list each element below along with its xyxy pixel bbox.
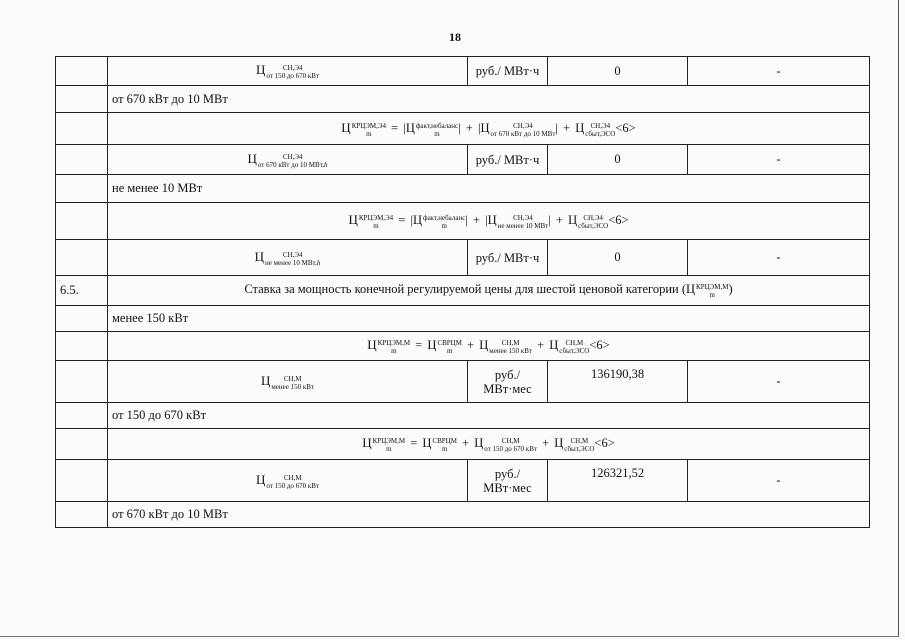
section-title: Ставка за мощность конечной регулируемой цены для шестой ценовой категории (Ц КРЦЭМ,М m ): [108, 276, 870, 306]
unit-cell: руб./ МВт·мес: [468, 460, 548, 502]
num-cell: [56, 306, 108, 332]
unit-cell: руб./ МВт·ч: [468, 145, 548, 175]
value-cell: 0: [548, 145, 688, 175]
symbol-cell: Ц СН,Э4 от 150 до 670 кВт: [108, 57, 468, 86]
dash-cell: -: [688, 361, 870, 403]
table-row: [56, 240, 870, 276]
range-label: от 150 до 670 кВт: [108, 403, 870, 429]
value-cell: 126321,52: [548, 460, 688, 502]
table-row: [56, 460, 870, 502]
dash-cell: -: [688, 145, 870, 175]
num-cell: [56, 403, 108, 429]
page-number: 18: [449, 30, 461, 44]
symbol-cell: Ц СН,М от 150 до 670 кВт: [108, 460, 468, 502]
table-row: [56, 332, 870, 361]
value-cell: 136190,38: [548, 361, 688, 403]
formula: Ц КРЦЭМ,Э4 m = |Ц факт,небаланс m | + |Ц СН,Э4 не менее 10 МВт | + Ц СН,Э4 сбыт,ЭСО <6>: [108, 203, 870, 240]
table-row: [56, 306, 870, 332]
table-row: [56, 276, 870, 306]
symbol-cell: Ц СН,Э4 от 670 кВт до 10 МВт,h: [108, 145, 468, 175]
num-cell: [56, 175, 108, 203]
dash-cell: -: [688, 240, 870, 276]
table-row: [56, 361, 870, 403]
formula: Ц КРЦЭМ,М m = Ц СВРЦМ m + Ц СН,М от 150 до 670 кВт + Ц СН,М сбыт,ЭСО <6>: [108, 429, 870, 460]
table-row: [56, 502, 870, 528]
section-number: 6.5.: [56, 276, 108, 306]
num-cell: [56, 460, 108, 502]
range-label: от 670 кВт до 10 МВт: [108, 502, 870, 528]
symbol-cell: Ц СН,Э4 не менее 10 МВт,h: [108, 240, 468, 276]
table-row: [56, 203, 870, 240]
table-row: [56, 86, 870, 113]
value-cell: 0: [548, 57, 688, 86]
table-row: [56, 113, 870, 145]
value-cell: 0: [548, 240, 688, 276]
range-label: менее 150 кВт: [108, 306, 870, 332]
num-cell: [56, 502, 108, 528]
num-cell: [56, 240, 108, 276]
num-cell: [56, 429, 108, 460]
table-row: [56, 403, 870, 429]
range-label: не менее 10 МВт: [108, 175, 870, 203]
table-row: [56, 145, 870, 175]
num-cell: [56, 113, 108, 145]
formula: Ц КРЦЭМ,Э4 m = |Ц факт,небаланс m | + |Ц СН,Э4 от 670 кВт до 10 МВт | + Ц СН,Э4 сбыт,ЭСО <6>: [108, 113, 870, 145]
range-label: от 670 кВт до 10 МВт: [108, 86, 870, 113]
num-cell: [56, 86, 108, 113]
tariff-table: [55, 56, 870, 528]
table-row: [56, 57, 870, 86]
table-row: [56, 429, 870, 460]
unit-cell: руб./ МВт·ч: [468, 240, 548, 276]
formula: Ц КРЦЭМ,М m = Ц СВРЦМ m + Ц СН,М менее 150 кВт + Ц СН,М сбыт,ЭСО <6>: [108, 332, 870, 361]
num-cell: [56, 361, 108, 403]
table-row: [56, 175, 870, 203]
unit-cell: руб./ МВт·мес: [468, 361, 548, 403]
dash-cell: -: [688, 460, 870, 502]
num-cell: [56, 145, 108, 175]
symbol-cell: Ц СН,М менее 150 кВт: [108, 361, 468, 403]
num-cell: [56, 203, 108, 240]
unit-cell: руб./ МВт·ч: [468, 57, 548, 86]
num-cell: [56, 332, 108, 361]
num-cell: [56, 57, 108, 86]
dash-cell: -: [688, 57, 870, 86]
